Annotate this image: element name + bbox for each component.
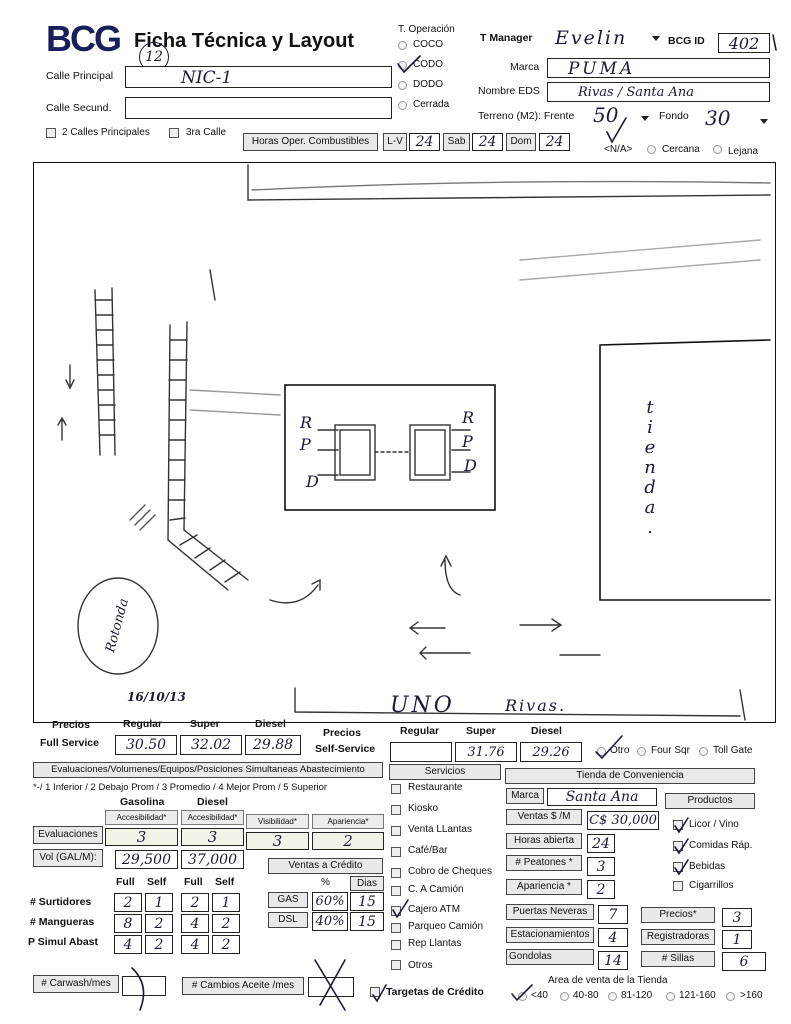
gasolina-header: Gasolina [120,796,165,808]
vol-gasolina-field[interactable] [115,850,178,869]
restaurante-label: Restaurante [408,782,463,793]
road2-label: Rivas. [505,696,567,715]
full-super-value: 32.02 [190,737,232,753]
registradoras-label: Registradoras [641,929,715,945]
comidas-label: Comidas Ráp. [689,840,753,851]
tienda-marca-label: Marca [506,788,544,804]
dom-label: Dom [506,133,536,151]
cambios-aceite-label: # Cambios Aceite /mes [182,977,304,995]
equipo-value: 2 [190,895,200,911]
codo-label: CODO [413,59,443,70]
ventas-credito-button[interactable]: Ventas a Crédito [268,858,383,874]
eval-value: 3 [272,832,283,850]
sillas-label: # Sillas [641,951,715,967]
vol-diesel-value: 37,000 [188,852,237,868]
self-diesel-field[interactable] [520,742,582,762]
horas-oper-button[interactable]: Horas Oper. Combustibles [243,133,378,151]
self-regular-field[interactable] [390,742,452,762]
store-letter: t [646,397,654,418]
self-super-field[interactable] [455,742,517,762]
road-label: UNO [390,693,455,718]
area-121-160-radio[interactable] [666,992,675,1001]
full-regular-field[interactable] [115,735,177,755]
gas-dias-field[interactable] [350,892,384,911]
store-label [640,398,660,538]
fondo-label: Fondo [659,110,689,122]
store-letter: e [644,437,656,458]
cajero-atm-label: Cajero ATM [408,904,461,915]
coco-label: COCO [413,39,443,50]
cajero-atm-checkbox[interactable] [391,906,401,916]
tienda-marca-field[interactable] [547,788,657,806]
estacionamientos-value: 4 [608,930,618,946]
registradoras-value: 1 [732,932,742,948]
pump-label-right-r: R [462,408,475,427]
self-super-header: Super [466,725,496,737]
manager-label: T Manager [480,32,533,44]
self-header-2: Self [215,876,235,888]
equipo-cell[interactable] [145,893,173,912]
otros-label: Otros [408,960,433,971]
self-super-value: 31.76 [467,745,505,760]
cambios-aceite-field[interactable] [308,977,354,997]
eval-value: 2 [343,832,353,850]
calle-principal-label: Calle Principal [46,70,114,82]
pump-label-left-p: P [300,435,311,454]
tarjetas-credito-checkbox[interactable] [370,987,380,997]
four-sqr-label: Four Sqr [651,745,690,756]
equipo-cell[interactable] [145,935,173,954]
precios-tienda-field[interactable] [722,908,752,927]
vol-gasolina-value: 29,500 [122,852,171,868]
equipo-value: 2 [221,937,231,953]
gas-accesibilidad-header: Accesibilidad* [105,810,178,825]
area-81-120-radio[interactable] [608,992,617,1001]
scale-legend: *-/ 1 Inferior / 2 Debajo Prom / 3 Promedio / 4 Mejor Prom / 5 Superior [33,782,328,793]
tercera-calle-label: 3ra Calle [186,127,227,138]
store-letter: i [647,417,653,438]
otros-checkbox[interactable] [391,960,401,970]
tarjetas-credito-label: Targetas de Crédito [386,986,484,998]
area-lt40-label: <40 [531,990,548,1001]
dsl-dias-value: 15 [358,914,376,930]
circled-number-text: 12 [145,49,163,65]
kiosko-label: Kiosko [408,803,439,814]
ventas-value: C$ 30,000 [589,813,657,828]
store-letter: d [644,477,656,498]
equipo-value: 2 [221,916,231,932]
dias-header: Dias [350,876,384,891]
gas-credit-label: GAS [268,892,308,908]
precios-tienda-value: 3 [732,910,742,926]
nombre-eds-value: Rivas / Santa Ana [578,85,695,100]
carwash-label: # Carwash/mes [33,975,119,993]
lv-label: L-V [383,133,407,151]
kiosko-checkbox[interactable] [391,805,401,815]
precios-full-label2: Full Service [40,737,99,749]
comidas-checkbox[interactable] [673,841,683,851]
frente-value[interactable]: 50 [593,103,619,127]
otro-label: Otro [610,745,630,756]
page-title: Ficha Técnica y Layout [134,30,355,52]
apariencia-tienda-value: 2 [596,882,606,898]
area-40-80-label: 40-80 [573,990,599,1001]
calle-secund-label: Calle Secund. [46,102,112,114]
apariencia-tienda-label: Apariencia * [506,879,582,895]
estacionamientos-field[interactable] [598,928,628,947]
self-regular-header: Regular [400,725,440,737]
nombre-eds-label: Nombre EDS [478,85,540,97]
calle-principal-value: NIC-1 [181,68,233,88]
rep-llantas-checkbox[interactable] [391,940,401,950]
tienda-conveniencia-button[interactable]: Tienda de Conveniencia [505,768,755,784]
eval-value: 3 [207,828,218,846]
dos-calles-label: 2 Calles Principales [62,127,150,138]
peatones-field[interactable] [587,857,615,876]
terreno-label: Terreno (M2): Frente [478,110,575,122]
mangueras-label: # Mangueras [30,916,95,928]
self-diesel-header: Diesel [531,725,562,737]
evaluaciones-volumenes-button[interactable]: Evaluaciones/Volumenes/Equipos/Posiciones Simultaneas Abastecimiento [33,762,383,778]
manager-value[interactable]: Evelin [555,27,628,49]
eval-apariencia[interactable] [312,832,384,850]
store-letter: . [647,517,653,538]
full-diesel-field[interactable] [245,735,301,755]
equipo-value: 1 [221,895,231,911]
eval-dsl-acc[interactable] [181,828,244,846]
equipo-value: 2 [123,895,133,911]
gas-pct-field[interactable] [312,892,348,911]
full-diesel-value: 29.88 [252,737,294,753]
cigarrillos-label: Cigarrillos [689,880,734,891]
cerrada-label: Cerrada [413,99,450,110]
pump-label-left-d: D [306,472,319,491]
equipo-value: 2 [154,937,164,953]
gondolas-value: 14 [604,953,622,969]
area-lt40-radio[interactable] [518,992,527,1001]
precios-tienda-label: Precios* [641,907,715,923]
equipo-cell[interactable] [212,893,240,912]
bcg-logo: BCG [46,18,120,59]
ca-camion-label: C. A Camión [408,884,464,895]
self-header-1: Self [147,876,167,888]
equipo-value: 8 [123,916,133,932]
marca-value: PUMA [568,59,636,79]
full-header-1: Full [116,876,135,888]
dsl-accesibilidad-header: Accesibilidad* [181,810,244,825]
gas-pct-value: 60% [315,894,345,909]
bcg-id-value: 402 [728,34,760,53]
cobro-cheques-checkbox[interactable] [391,868,401,878]
equipo-cell[interactable] [114,893,142,912]
sillas-field[interactable] [722,952,766,971]
marca-label: Marca [510,61,540,73]
sab-value: 24 [478,134,497,150]
precios-self-label1: Precios [323,727,361,739]
licor-checkbox[interactable] [673,820,683,830]
dsl-pct-field[interactable] [312,912,348,931]
horas-abierta-field[interactable] [587,834,615,853]
servicios-button[interactable]: Servicios [389,764,501,780]
equipo-cell[interactable] [181,893,209,912]
full-super-header: Super [190,718,220,730]
na-option-label: <N/A> [604,144,633,155]
sketch-date: 16/10/13 [127,690,186,704]
otro-radio[interactable] [597,747,606,756]
toll-gate-label: Toll Gate [713,745,753,756]
diesel-header: Diesel [197,796,228,808]
equipo-cell[interactable] [212,935,240,954]
equipo-value: 2 [154,916,164,932]
estacionamientos-label: Estacionamientos [506,927,594,943]
surtidores-label: # Surtidores [30,896,92,908]
volumen-label: Vol (GAL/M): [33,849,103,867]
evaluaciones-label: Evaluaciones [33,826,103,844]
area-gt160-label: >160 [740,990,763,1001]
cafe-bar-label: Café/Bar [408,845,448,856]
apariencia-tienda-field[interactable] [587,880,615,899]
store-letter: a [644,497,656,518]
peatones-label: # Peatones * [506,855,582,871]
puertas-neveras-label: Puertas Neveras [506,904,594,920]
bcg-id-label: BCG ID [668,35,705,47]
full-regular-header: Regular [123,718,163,730]
area-121-160-label: 121-160 [679,990,716,1001]
area-40-80-radio[interactable] [560,992,569,1001]
eval-value: 3 [136,828,147,846]
equipo-cell[interactable] [181,914,209,933]
sillas-value: 6 [739,954,749,970]
lv-value: 24 [415,134,434,150]
equipo-value: 4 [190,937,200,953]
tienda-marca-value: Santa Ana [565,789,639,805]
pct-header: % [321,877,330,888]
dom-value: 24 [545,134,564,150]
dsl-credit-label: DSL [268,912,308,928]
equipo-value: 4 [190,916,200,932]
peatones-value: 3 [596,859,606,875]
rotonda-label: Rotonda [103,596,132,655]
sab-label: Sab [443,133,470,151]
four-sqr-radio[interactable] [637,747,646,756]
full-header-2: Full [184,876,203,888]
toll-gate-radio[interactable] [699,747,708,756]
restaurante-checkbox[interactable] [391,784,401,794]
horas-abierta-label: Horas abierta [506,833,582,849]
apariencia-header: Apariencia* [312,814,384,829]
venta-llantas-checkbox[interactable] [391,826,401,836]
gondolas-label: Gondolas [506,949,594,965]
store-letter: n [644,457,656,478]
precios-self-label2: Self-Service [315,743,376,755]
puertas-neveras-value: 7 [608,907,618,923]
dsl-dias-field[interactable] [350,912,384,931]
cafe-bar-checkbox[interactable] [391,847,401,857]
vol-diesel-field[interactable] [181,850,244,869]
lejana-label: Lejana [728,146,759,157]
puertas-neveras-field[interactable] [598,905,628,924]
carwash-field[interactable] [122,976,166,996]
equipo-cell[interactable] [114,914,142,933]
equipo-cell[interactable] [212,914,240,933]
full-regular-value: 30.50 [125,737,167,753]
productos-button[interactable]: Productos [665,793,755,809]
equipo-value: 1 [154,895,164,911]
equipo-cell[interactable] [181,935,209,954]
rep-llantas-label: Rep Llantas [408,938,462,949]
horas-abierta-value: 24 [592,836,610,852]
dodo-label: DODO [413,79,443,90]
eval-gas-acc[interactable] [105,828,178,846]
self-diesel-value: 29.26 [532,745,570,760]
ca-camion-checkbox[interactable] [391,886,401,896]
parqueo-camion-label: Parqueo Camión [408,921,484,932]
full-super-field[interactable] [180,735,242,755]
licor-label: Licor / Vino [689,819,739,830]
pump-label-right-d: D [464,456,477,475]
precios-full-label1: Precios [52,719,90,731]
eval-visibilidad[interactable] [246,832,309,850]
visibilidad-header: Visibilidad* [246,814,309,829]
cercana-label: Cercana [662,144,700,155]
area-venta-label: Area de venta de la Tienda [548,975,668,986]
pump-label-right-p: P [462,432,473,451]
parqueo-camion-checkbox[interactable] [391,923,401,933]
full-diesel-header: Diesel [255,718,286,730]
gondolas-field[interactable] [598,951,628,970]
simul-abast-label: P Simul Abast [28,936,99,948]
cobro-cheques-label: Cobro de Cheques [408,866,492,877]
area-gt160-radio[interactable] [726,992,735,1001]
cigarrillos-checkbox[interactable] [673,881,683,891]
bebidas-label: Bebidas [689,861,726,872]
venta-llantas-label: Venta LLantas [408,824,472,835]
area-81-120-label: 81-120 [621,990,653,1001]
equipo-cell[interactable] [145,914,173,933]
dsl-pct-value: 40% [315,914,345,929]
registradoras-field[interactable] [722,930,752,949]
equipo-value: 4 [123,937,133,953]
fondo-value[interactable]: 30 [705,106,731,130]
ventas-label: Ventas $ /M [506,809,582,825]
operacion-label: T. Operación [398,24,455,35]
ventas-field[interactable] [587,811,659,830]
gas-dias-value: 15 [358,894,376,910]
equipo-cell[interactable] [114,935,142,954]
bebidas-checkbox[interactable] [673,862,683,872]
pump-label-left-r: R [300,413,313,432]
